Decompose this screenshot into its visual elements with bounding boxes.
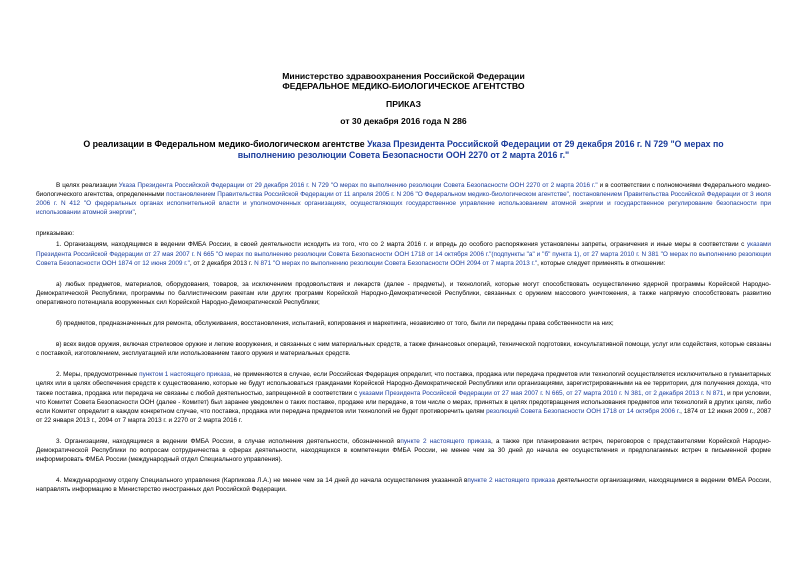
paragraph-1b: б) предметов, предназначенных для ремонта, обслуживания, восстановления, испытаний, копирования и маркетинга, независимо от того, были ли переданы права собственности на них; — [56, 320, 614, 328]
document-date-number: от 30 декабря 2016 года N 286 — [340, 116, 467, 126]
p1-text-1: 1. Организациям, находящимся в ведении ФМБА России, в своей деятельности исходить из того, что со 2 марта 2016 г. и впредь до особого распоряжения установлены запреты, ограничения и иные меры в соответствии с — [56, 241, 747, 249]
intro-paragraph — [36, 181, 771, 217]
intro-text-3: , — [134, 209, 137, 217]
p2-text-3: , и при условии, что Комитет Совета Безопасности ООН (далее - Комитет) был заранее уведомлен о таких поставке, продаже или передаче, в том числе о мерах, принятых в целях предотвращения использования предметов или технологий в других целях, либо если Комитет определит в каждом конкретном случае, что поставка, продажа или передача предметов или технологий не будет противоречить целям — [36, 389, 771, 415]
p1-decrees-link[interactable]: указами Президента Российской Федерации от 27 мая 2007 г. N 665 "О мерах по выполнению резолюции Совета Безопасности ООН 1718 от 14 октября 2006 г."(подпункты "а" и "б" пункта 1), от 27 марта 2010 г. N 381 "О мерах по выполнению резолюции Совета Безопасности ООН 1874 от 12 июня 2009 г." — [36, 241, 771, 267]
document-body — [36, 181, 771, 506]
p2-text-2: , не применяются в случае, если Российская Федерация определит, что поставка, продажа или передача предметов или технологий осуществляется исключительно в гуманитарных целях или в целях обеспечения средств к существованию, которые не будут использоваться гражданами Корейской Народно-Демократической Республики или организациями, зарегистрированными на ее территории, для получения дохода, что также поставка, продажа или передача не связаны с любой деятельностью, запрещенной в соответствии с — [36, 371, 771, 397]
p4-text-2: деятельности организациями, находящимися в ведении ФМБА России, направлять информацию в Министерство иностранных дел Российской Федерации. — [36, 477, 772, 494]
p3-point2-link[interactable]: пункте 2 настоящего приказа — [400, 437, 491, 445]
intro-decree-link[interactable]: Указа Президента Российской Федерации от 29 декабря 2016 г. N 729 "О мерах по выполнению резолюции Совета Безопасности ООН 2270 от 2 марта 2016 г." — [118, 182, 598, 189]
p3-text-1: 3. Организациям, находящимся в ведении ФМБА России, в случае исполнения деятельности, обозначенной в — [56, 437, 401, 445]
intro-text-2: и в соответствии с полномочиями Федерального медико-биологического агентства, определенными — [36, 182, 772, 199]
p2-decrees-link[interactable]: указами Президента Российской Федерации от 27 мая 2007 г. N 665, от 27 марта 2010 г. N 381, от 2 декабря 2013 г. N 871 — [359, 389, 724, 397]
p4-text-1: 4. Международному отделу Специального управления (Карпикова Л.А.) не менее чем за 14 дней до начала осуществления указанной в — [56, 477, 468, 485]
p1-text-3: , которые следует применять в отношении: — [537, 259, 666, 267]
title-decree-link[interactable]: Указа Президента Российской Федерации от 29 декабря 2016 г. N 729 "О мерах по выполнению резолюции Совета Безопасности ООН 2270 от 2 марта 2016 г." — [237, 139, 724, 160]
p3-text-2: , а также при планировании встреч, переговоров с представителями Корейской Народно-Демократической Республики по вопросам сотрудничества в сферах деятельности, находящихся в компетенции ФМБА России, не менее чем за 30 дней до начала ее осуществления и предполагаемых встреч в письменной форме информировать ФМБА России (международный отдел Специального управления). — [36, 437, 771, 464]
order-word: приказываю: — [36, 230, 74, 238]
paragraph-1v: в) всех видов оружия, включая стрелковое оружие и легкие вооружения, и связанных с ним материальных средств, а также финансовых операций, технической подготовки, консультативной помощи, услуг или содействия, которые связаны с поставкой, изготовлением, эксплуатацией или использованием такого оружия и материальных средств. — [36, 341, 771, 358]
paragraph-2 — [36, 370, 771, 425]
paragraph-1a: а) любых предметов, материалов, оборудования, товаров, за исключением продовольствия и лекарств (далее - предметы), и технологий, которые могут способствовать осуществлению ядерной программы Корейской Народно-Демократической Республики, программы по баллистическим ракетам или других программ Корейской Народно-Демократической Республики, связанных с оружием массового уничтожения, а также напрямую способствовать развитию оперативного потенциала вооруженных сил Корейской Народно-Демократической Республики; — [36, 280, 771, 306]
paragraph-1 — [36, 240, 771, 267]
p1-text-2: , от 2 декабря 2013 г. — [189, 259, 255, 267]
p2-resolutions-link[interactable]: резолюций Совета Безопасности ООН 1718 от 14 октября 2006 г. — [486, 407, 681, 415]
document-type: ПРИКАЗ — [386, 99, 421, 109]
p2-text-1: 2. Меры, предусмотренные — [56, 371, 140, 379]
intro-text-1: В целях реализации — [56, 182, 119, 189]
paragraph-4 — [36, 476, 771, 494]
intro-resolution-link[interactable]: постановлением Правительства Российской Федерации от 11 апреля 2005 г. N 206 "О Федеральном медико-биологическом агентстве", постановлением Правительства Российской Федерации от 3 июля 2006 г. N 412 "О федеральных органах исполнительной власти и уполномоченных организациях, осуществляющих государственное управление использованием атомной энергии и государственное регулирование безопасности при использовании атомной энергии" — [36, 191, 771, 217]
ministry-name: Министерство здравоохранения Российской Федерации — [282, 71, 525, 81]
p1-decree-871-link[interactable]: N 871 "О мерах по выполнению резолюции Совета Безопасности ООН 2094 от 7 марта 2013 г." — [254, 259, 538, 267]
agency-name: ФЕДЕРАЛЬНОЕ МЕДИКО-БИОЛОГИЧЕСКОЕ АГЕНТСТВО — [282, 81, 525, 91]
document-title — [60, 139, 747, 161]
title-prefix: О реализации в Федеральном медико-биологическом агентстве — [83, 139, 368, 149]
paragraph-3 — [36, 437, 771, 464]
p4-point2-link[interactable]: пункте 2 настоящего приказа — [467, 477, 555, 485]
p2-point1-link[interactable]: пунктом 1 настоящего приказа — [139, 371, 231, 379]
p2-text-4: , 1874 от 12 июня 2009 г., 2087 от 22 января 2013 г., 2094 от 7 марта 2013 г. и 2270 от 2 марта 2016 г. — [36, 407, 772, 424]
